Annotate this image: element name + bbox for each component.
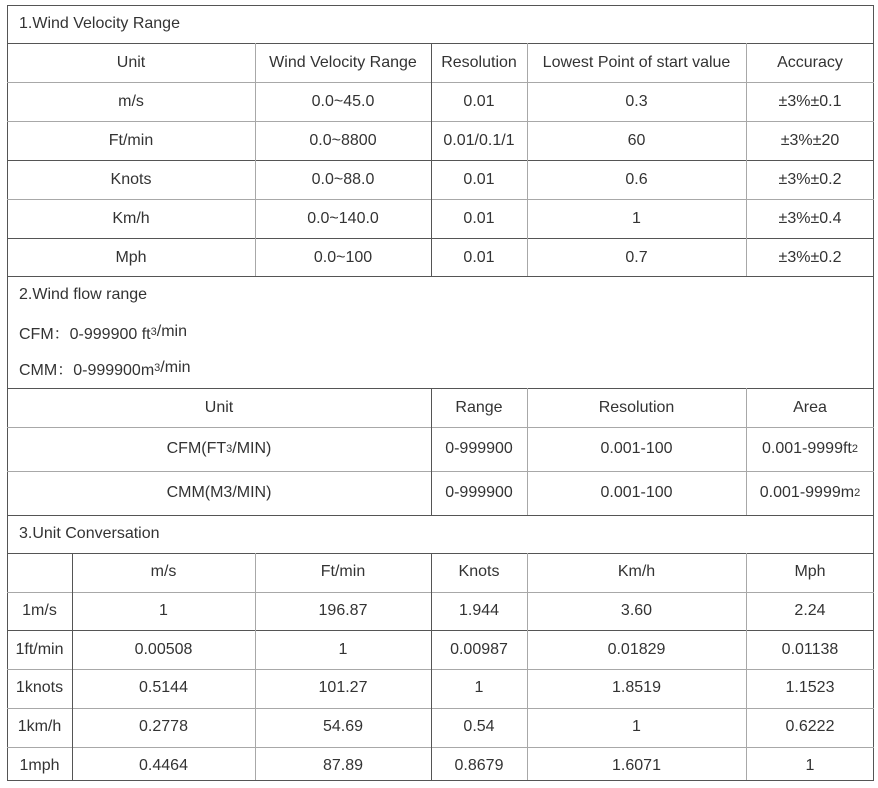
grid-line-h [7,121,874,122]
conversion-cell: 0.00508 [134,640,193,658]
conversion-row-label: 1knots [15,679,64,697]
grid-line-h [7,388,874,389]
flow-range: 0-999900 [445,484,513,501]
grid-line-h [7,747,874,748]
grid-line-v [431,553,432,780]
conversion-cell: 1.1523 [785,679,835,697]
flow-area: 0.001-9999m 2 [759,484,861,501]
conversion-cell: 1.8519 [612,679,661,697]
section2-title: 2.Wind flow range [19,286,148,303]
conversion-cell: 1 [338,640,348,658]
conversion-header-4: Km/h [617,563,656,581]
velocity-cell: Knots [110,170,152,188]
velocity-cell: ±3%±0.4 [778,209,842,227]
flow-header-2: Resolution [598,398,675,416]
grid-line-h [7,427,874,428]
flow-range: 0-999900 [445,440,513,457]
flow-header-0: Unit [204,398,234,416]
conversion-cell: 0.6222 [785,718,835,736]
grid-line-h [7,82,874,83]
velocity-cell: 1 [632,209,641,227]
velocity-cell: 0.01 [463,170,495,188]
grid-line-v [72,553,73,780]
conversion-cell: 87.89 [322,756,364,774]
conversion-header-5: Mph [794,563,826,581]
conversion-cell: 1 [632,718,641,736]
velocity-cell: 0.7 [625,248,648,266]
velocity-header-4: Accuracy [777,53,843,71]
cmm-range-suffix: /min [160,359,191,376]
grid-line-v [527,553,528,780]
conversion-row-label: 1ft/min [15,640,64,658]
flow-unit-text: CFM(FT [166,440,227,457]
flow-header-3: Area [793,398,827,416]
velocity-cell: 0.01 [463,209,495,227]
velocity-cell: ±3%±0.2 [778,170,842,188]
grid-line-h [7,238,874,239]
grid-line-h [7,515,874,516]
conversion-cell: 196.87 [318,602,368,620]
velocity-cell: 0.0~88.0 [311,170,375,188]
flow-header-1: Range [455,398,503,416]
flow-unit-text: CMM(M3/MIN) [166,484,272,501]
velocity-cell: Ft/min [108,131,154,149]
grid-line-h [7,592,874,593]
velocity-cell: m/s [118,92,144,110]
grid-line-h [7,43,874,44]
velocity-cell: 0.0~45.0 [311,92,375,110]
spec-sheet [7,5,874,781]
conversion-cell: 0.00987 [450,640,508,658]
conversion-cell: 54.69 [322,718,364,736]
velocity-cell: 0.0~100 [313,248,373,266]
grid-line-v [527,388,528,515]
velocity-cell: ±3%±0.2 [778,248,842,266]
grid-line-h [7,160,874,161]
velocity-cell: 0.6 [625,170,648,188]
velocity-header-1: Wind Velocity Range [269,53,417,71]
velocity-cell: 0.01 [463,92,495,110]
velocity-cell: 0.0~8800 [309,131,377,149]
velocity-cell: ±3%±0.1 [778,92,842,110]
grid-line-h [7,199,874,200]
conversion-cell: 0.01829 [607,640,666,658]
conversion-header-2: Ft/min [320,563,366,581]
conversion-cell: 0.54 [463,718,495,736]
conversion-cell: 1 [474,679,484,697]
conversion-cell: 1.6071 [612,756,661,774]
cfm-range-text: CFM：0-999900 ft [19,325,151,343]
flow-resolution: 0.001-100 [600,484,673,501]
conversion-header-3: Knots [458,563,500,581]
grid-line-h [7,471,874,472]
conversion-header-0 [7,553,72,592]
flow-unit-suffix: /MIN) [232,440,272,457]
grid-line-v [527,43,528,276]
cmm-range-text: CMM：0-999900m [19,361,155,379]
grid-line-h [7,553,874,554]
flow-unit [7,471,431,515]
conversion-cell: 0.2778 [139,718,188,736]
velocity-header-0: Unit [116,53,146,71]
grid-line-v [746,553,747,780]
flow-area-text: 0.001-9999m [759,484,855,501]
velocity-cell: Km/h [112,209,150,227]
conversion-cell: 1 [805,756,815,774]
conversion-cell: 1.944 [458,602,500,620]
conversion-row-label: 1mph [19,756,60,774]
velocity-cell: 60 [627,131,646,149]
section1-title: 1.Wind Velocity Range [19,15,180,32]
conversion-cell: 0.8679 [454,756,504,774]
flow-area: 0.001-9999ft 2 [762,440,858,457]
grid-line-h [7,5,874,6]
grid-line-v [746,43,747,276]
conversion-row-label: 1m/s [22,602,57,620]
grid-line-v [431,43,432,276]
grid-line-v [746,388,747,515]
velocity-cell: ±3%±20 [780,131,840,149]
conversion-cell: 0.01138 [781,640,839,658]
cfm-range-suffix: /min [156,323,187,340]
grid-line-h [7,669,874,670]
velocity-header-3: Lowest Point of start value [542,53,731,71]
grid-line-h [7,780,874,781]
velocity-header-2: Resolution [441,53,517,71]
velocity-cell: 0.01 [463,248,495,266]
cfm-range-line: CFM：0-999900 ft 3 /min [7,314,874,350]
grid-line-h [7,708,874,709]
velocity-cell: 0.0~140.0 [307,209,379,227]
conversion-cell: 1 [159,602,168,620]
conversion-cell: 3.60 [620,602,653,620]
velocity-cell: 0.01/0.1/1 [443,131,515,149]
flow-area-text: 0.001-9999ft [762,440,852,457]
section3-title: 3.Unit Conversation [19,525,160,542]
conversion-cell: 0.5144 [139,679,188,697]
flow-unit: CFM(FT 3 /MIN) [166,440,272,457]
conversion-row-label: 1km/h [17,718,62,736]
grid-line-h [7,276,874,277]
grid-line-h [7,630,874,631]
conversion-header-1: m/s [150,563,177,581]
cmm-range-line: CMM：0-999900m 3 /min [7,350,874,386]
conversion-cell: 2.24 [794,602,826,620]
grid-line-v [255,43,256,276]
velocity-cell: 0.3 [625,92,648,110]
velocity-cell: Mph [115,248,147,266]
grid-line-v [255,553,256,780]
flow-resolution: 0.001-100 [600,440,673,457]
conversion-cell: 101.27 [318,679,368,697]
conversion-cell: 0.4464 [139,756,188,774]
grid-line-v [431,388,432,515]
